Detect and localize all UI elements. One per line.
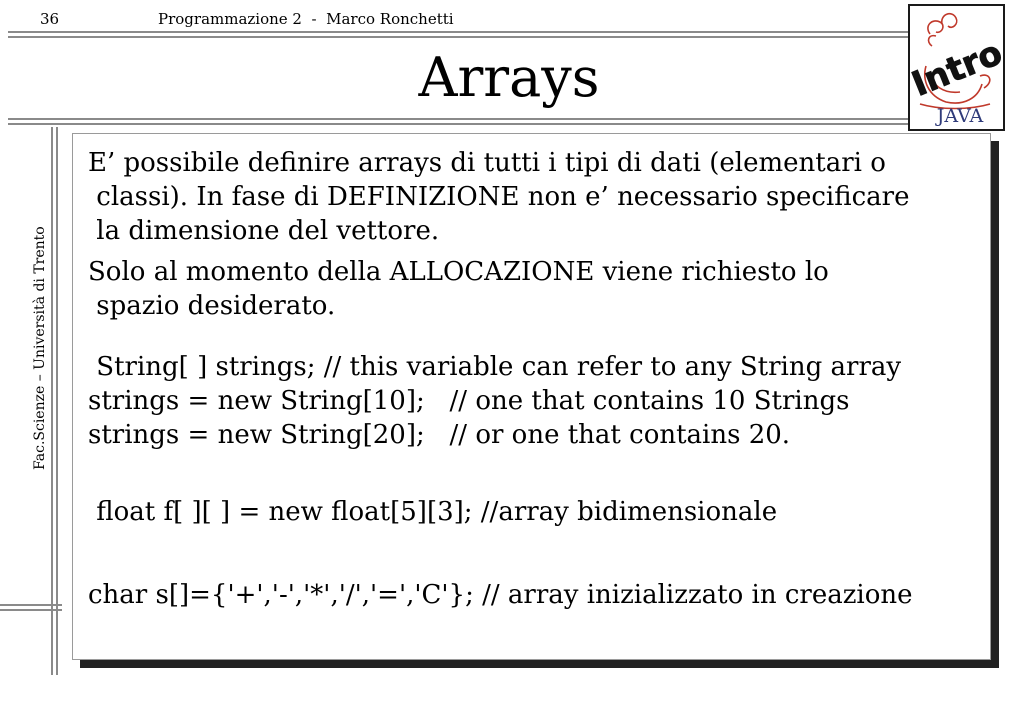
page-number: 36 [40,10,60,28]
code-string-arrays: String[ ] strings; // this variable can refer to any String array strings = new String[10]; // one that contains 10 Strings strings = new String[20]; // or one that contains 20. [88,352,902,450]
header-rule [8,31,908,38]
logo-intro-text: Intro [910,32,1003,105]
paragraph-allocation: Solo al momento della ALLOCAZIONE viene richiesto lo spazio desiderato. [88,257,829,321]
slide-title: Arrays [418,46,600,109]
code-float-bidimensional: float f[ ][ ] = new float[5][3]; //array bidimensionale [88,497,778,527]
course-author-header: Programmazione 2 - Marco Ronchetti [158,10,454,28]
code-char-initialized: char s[]={'+','-','*','/','=','C'}; // array inizializzato in creazione [88,580,913,610]
title-rule [8,118,908,125]
intro-java-logo [908,4,1005,131]
paragraph-definition: E’ possibile definire arrays di tutti i tipi di dati (elementari o classi). In fase di DEFINIZIONE non e’ necessario specificare la dimensione del vettore. [88,148,910,246]
faculty-label: Fac.Scienze – Università di Trento [32,226,48,470]
java-cup-icon [910,6,1003,129]
sidebar-bottom-rule [0,604,62,611]
sidebar-rule [51,127,58,675]
logo-java-text: JAVA [936,105,984,127]
